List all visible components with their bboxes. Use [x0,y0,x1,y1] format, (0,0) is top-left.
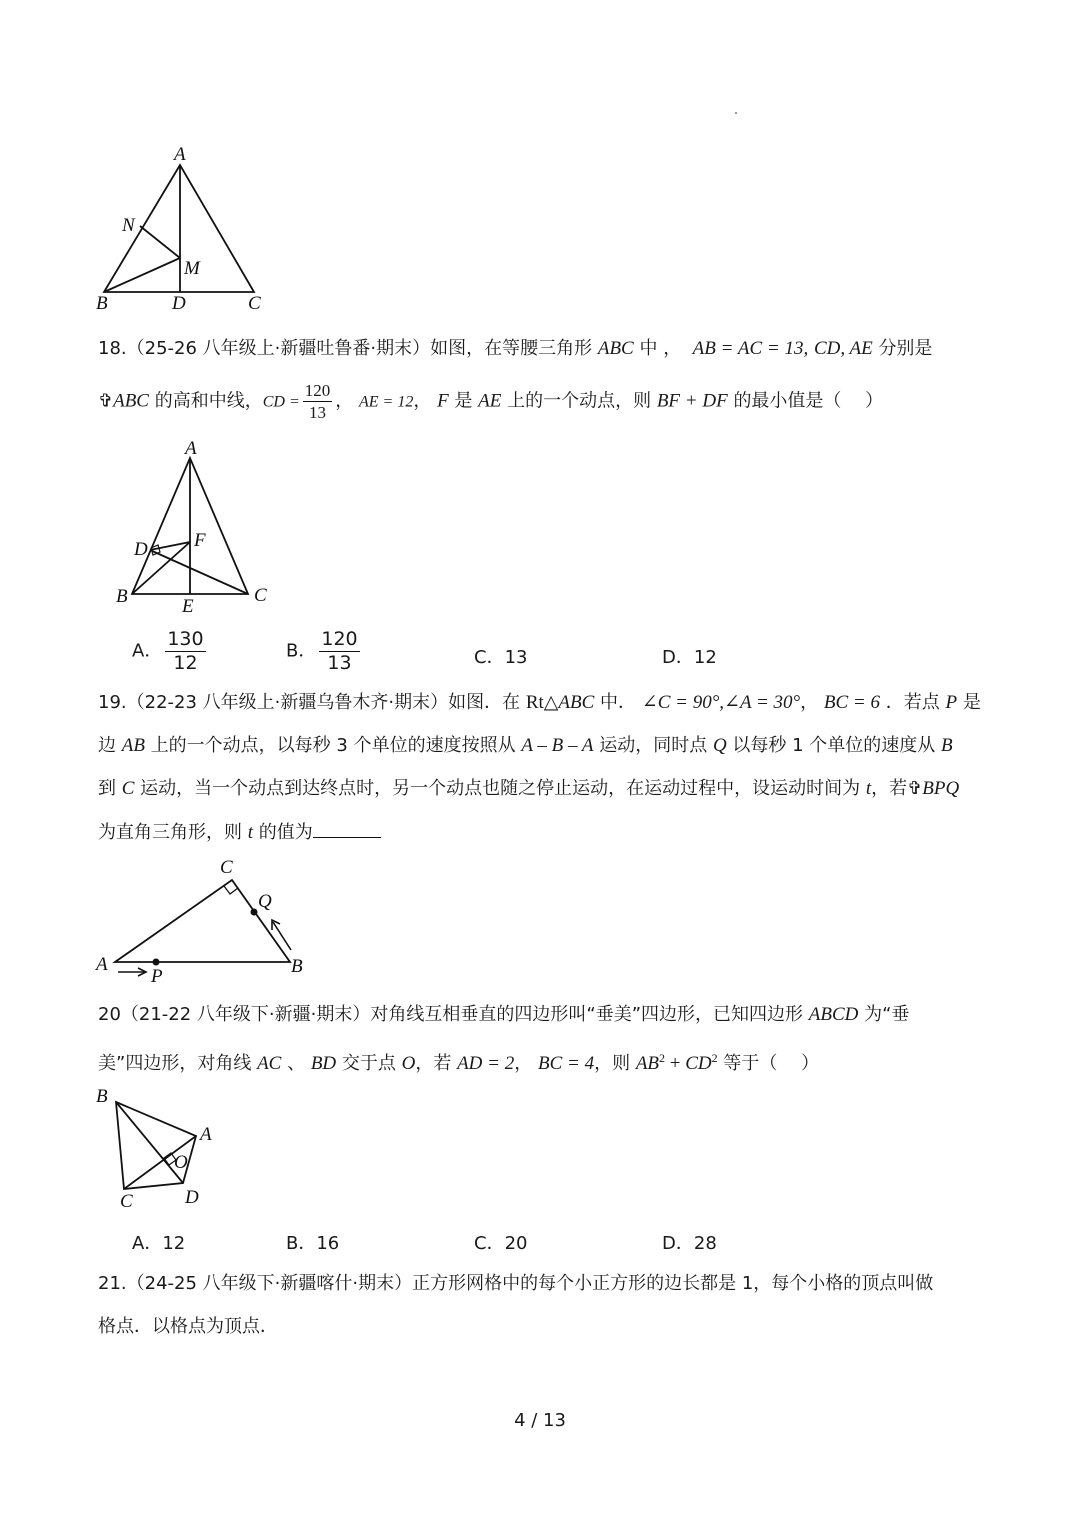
question-source: （22-23 八年级上·新疆乌鲁木齐·期末） [126,692,449,713]
page-number: 4 / 13 [514,1410,566,1431]
figure-q17-triangle [90,140,280,320]
q20-option-d[interactable]: D．28 [662,1233,717,1254]
label-C: C [248,293,261,314]
question-source: （21-22 八年级下·新疆·期末） [120,1004,371,1025]
q21-line1: 21.（24-25 八年级下·新疆喀什·期末）正方形网格中的每个小正方形的边长都是 1，每个小格的顶点叫做 [98,1273,934,1294]
label-B: B [291,956,303,977]
question-source: （25-26 八年级上·新疆吐鲁番·期末） [126,338,431,359]
q19-line1: 19.（22-23 八年级上·新疆乌鲁木齐·期末）如图．在 Rt△ABC 中． ∠C = 90°,∠A = 30°， BC = 6 ．若点 P 是 [98,692,981,713]
label-N: N [122,215,135,236]
q19-line4: 为直角三角形，则 t 的值为 [98,819,381,846]
label-O: O [174,1152,188,1173]
triangle-symbol: ✞ [98,390,114,412]
figure-q18-triangle [105,435,285,620]
label-D: D [134,539,148,560]
answer-blank[interactable] [313,819,381,838]
figure-q20-quadrilateral [90,1080,230,1215]
q18-option-d[interactable]: D．12 [662,647,717,668]
q20-line1: 20（21-22 八年级下·新疆·期末）对角线互相垂直的四边形叫“垂美”四边形，已知四边形 ABCD 为“垂 [98,1004,910,1025]
q18-option-c[interactable]: C．13 [474,647,528,668]
label-B: B [96,1086,108,1107]
label-C: C [220,857,233,878]
figure-q19-right-triangle [95,850,320,985]
label-A: A [200,1124,212,1145]
speck [735,112,737,114]
label-A: A [174,144,186,165]
q18-option-b[interactable]: B． $\frac{120}{13}$ [286,628,358,674]
label-A: A [96,954,108,975]
label-D: D [185,1187,199,1208]
label-F: F [194,530,206,551]
q18-line2: ✞ABC 的高和中线，CD = $\frac{120}{13}$ ， AE = 12， F 是 AE 上的一个动点，则 BF + DF 的最小值是（ ） [98,381,884,422]
q19-line2: 边 AB 上的一个动点，以每秒 3 个单位的速度按照从 A – B – A 运动，同时点 Q 以每秒 1 个单位的速度从 B [98,735,953,756]
q20-option-b[interactable]: B．16 [286,1233,340,1254]
label-P: P [151,966,163,987]
label-A: A [185,438,197,459]
label-E: E [182,596,194,617]
question-number: 18. [98,338,127,359]
label-M: M [184,258,200,279]
question-number: 19. [98,692,127,713]
question-number: 20 [98,1004,121,1025]
label-B: B [116,586,128,607]
label-B: B [96,293,108,314]
q20-option-a[interactable]: A．12 [132,1233,186,1254]
q20-option-c[interactable]: C．20 [474,1233,528,1254]
fraction-cd: $\frac{120}{13}$ [304,381,331,422]
q21-line2: 格点．以格点为顶点． [98,1316,278,1337]
label-D: D [172,293,186,314]
label-Q: Q [258,891,272,912]
q20-line2: 美”四边形，对角线 AC 、 BD 交于点 O，若 AD = 2， BC = 4，则 $AB^2 + CD^2$ 等于（ ） [98,1051,820,1074]
q18-line1: 18.（25-26 八年级上·新疆吐鲁番·期末）如图，在等腰三角形 ABC 中 ， AB = AC = 13, CD, AE 分别是 [98,338,933,359]
q18-option-a[interactable]: A． $\frac{130}{12}$ [132,628,204,674]
label-C: C [254,585,267,606]
q19-line3: 到 C 运动，当一个动点到达终点时，另一个动点也随之停止运动，在运动过程中，设运动时间为 t，若✞BPQ [98,778,960,799]
label-C: C [120,1191,133,1212]
